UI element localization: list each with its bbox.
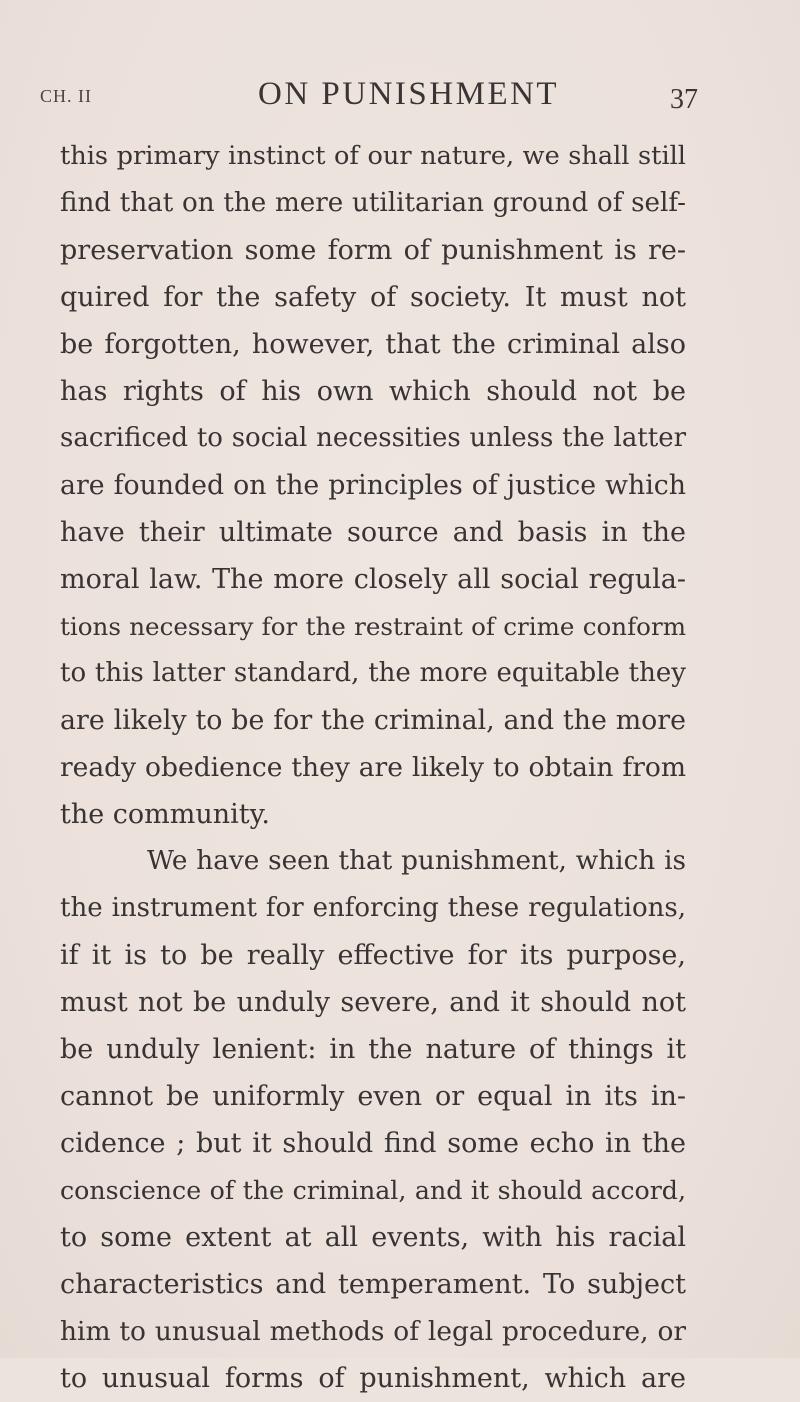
text-line: if it is to be really effective for its purpose, (60, 940, 686, 971)
text-line: sacrificed to social necessities unless the latter (60, 423, 686, 453)
running-header (40, 78, 760, 118)
text-line: the instrument for enforcing these regulations, (60, 893, 686, 923)
text-line: are founded on the principles of justice which (60, 470, 686, 501)
text-line: ready obedience they are likely to obtain from (60, 752, 686, 783)
text-line: cannot be uniformly even or equal in its in- (60, 1081, 686, 1112)
text-line: him to unusual methods of legal procedure, or (60, 1316, 686, 1347)
text-line: be forgotten, however, that the criminal also (60, 329, 686, 360)
running-title: ON PUNISHMENT (258, 76, 560, 112)
text-line: find that on the mere utilitarian ground of self- (60, 188, 686, 218)
text-line: quired for the safety of society. It must not (60, 282, 686, 313)
text-line: to some extent at all events, with his racial (60, 1222, 686, 1253)
chapter-label: CH. II (40, 86, 92, 106)
text-line: conscience of the criminal, and it should accord, (60, 1176, 686, 1205)
text-line: to unusual forms of punishment, which are (60, 1363, 686, 1394)
text-line: moral law. The more closely all social regula- (60, 564, 686, 595)
text-line: characteristics and temperament. To subject (60, 1269, 686, 1300)
text-line: are likely to be for the criminal, and the more (60, 705, 686, 736)
paragraph-start-line: We have seen that punishment, which is (147, 846, 686, 876)
body-text (60, 133, 686, 1402)
paragraph-end-line: the community. (60, 799, 270, 830)
text-line: preservation some form of punishment is re- (60, 235, 686, 266)
text-line: cidence ; but it should find some echo in the (60, 1128, 686, 1159)
text-line: this primary instinct of our nature, we shall still (60, 141, 686, 171)
page-number: 37 (670, 84, 698, 115)
text-line: to this latter standard, the more equitable they (60, 658, 686, 688)
text-line: has rights of his own which should not be (60, 376, 686, 407)
text-line: must not be unduly severe, and it should not (60, 987, 686, 1018)
text-line: be unduly lenient: in the nature of things it (60, 1034, 686, 1065)
text-line: tions necessary for the restraint of crime conform (60, 612, 686, 641)
text-line: have their ultimate source and basis in the (60, 517, 686, 548)
